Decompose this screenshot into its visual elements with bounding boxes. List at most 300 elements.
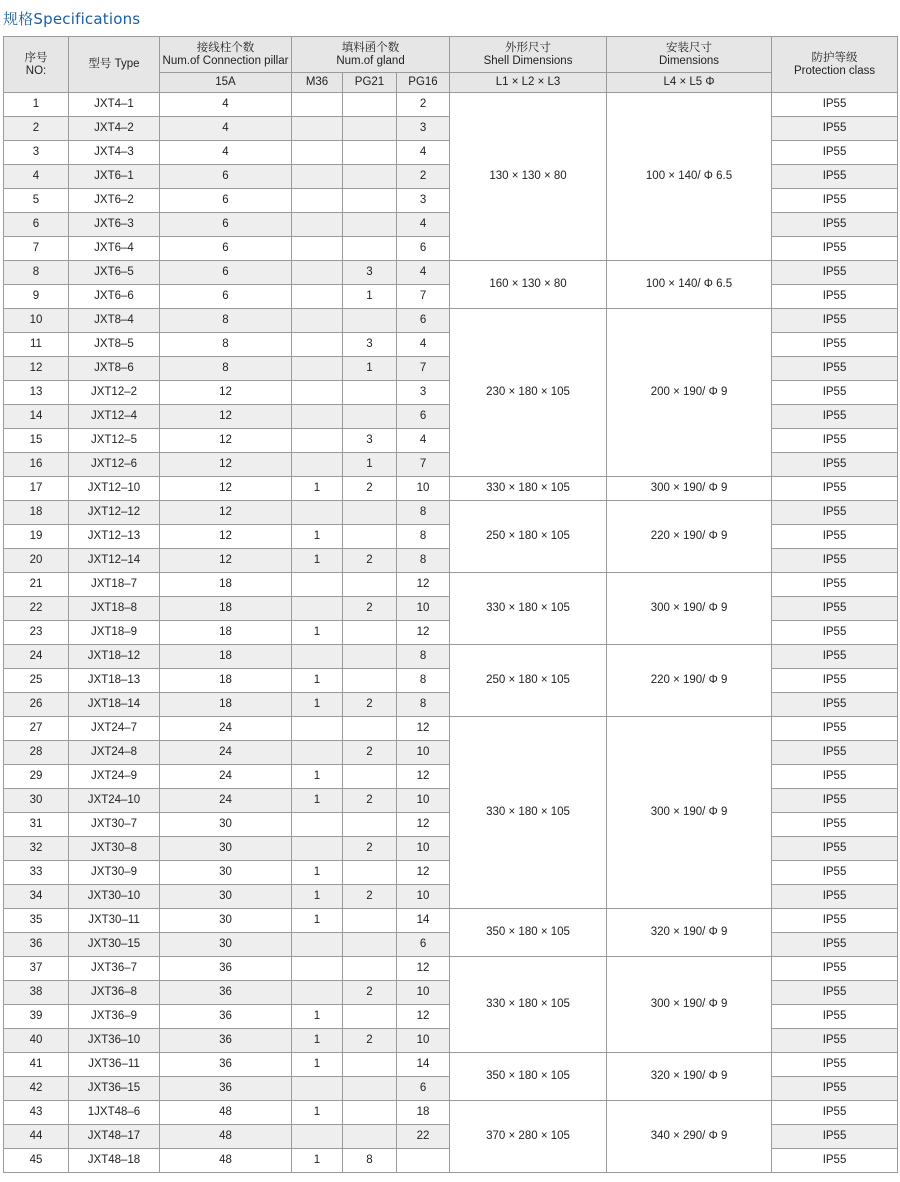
shell-dimensions: 250 × 180 × 105 — [450, 645, 607, 717]
gland-pg16: 6 — [397, 933, 450, 957]
model-type: JXT12–10 — [69, 477, 160, 501]
table-row — [4, 909, 898, 933]
gland-pg21: 2 — [343, 549, 397, 573]
row-number: 35 — [4, 909, 69, 933]
header-gland-en: Num.of gland — [336, 54, 405, 67]
shell-dimensions: 230 × 180 × 105 — [450, 309, 607, 477]
subheader-15a: 15A — [160, 73, 292, 93]
row-number: 29 — [4, 765, 69, 789]
gland-pg16: 18 — [397, 1101, 450, 1125]
gland-m36: 1 — [292, 909, 343, 933]
protection-class: IP55 — [772, 189, 898, 213]
table-row — [4, 645, 898, 669]
header-pillar-cn: 接线柱个数 — [196, 41, 255, 54]
gland-pg21 — [343, 861, 397, 885]
row-number: 24 — [4, 645, 69, 669]
row-number: 1 — [4, 93, 69, 117]
row-number: 16 — [4, 453, 69, 477]
row-number: 14 — [4, 405, 69, 429]
row-number: 10 — [4, 309, 69, 333]
model-type: JXT12–13 — [69, 525, 160, 549]
gland-m36 — [292, 1125, 343, 1149]
gland-pg16: 12 — [397, 1005, 450, 1029]
row-number: 41 — [4, 1053, 69, 1077]
row-number: 39 — [4, 1005, 69, 1029]
header-protection-en: Protection class — [793, 64, 876, 77]
row-number: 20 — [4, 549, 69, 573]
row-number: 34 — [4, 885, 69, 909]
subheader-m36: M36 — [292, 73, 343, 93]
gland-m36 — [292, 405, 343, 429]
row-number: 17 — [4, 477, 69, 501]
protection-class: IP55 — [772, 141, 898, 165]
gland-m36: 1 — [292, 1005, 343, 1029]
gland-pg16: 7 — [397, 285, 450, 309]
pillar-count: 18 — [160, 645, 292, 669]
model-type: JXT18–12 — [69, 645, 160, 669]
install-dimensions: 100 × 140/ Φ 6.5 — [607, 261, 772, 309]
pillar-count: 24 — [160, 717, 292, 741]
protection-class: IP55 — [772, 837, 898, 861]
pillar-count: 18 — [160, 669, 292, 693]
gland-m36 — [292, 717, 343, 741]
gland-pg16: 14 — [397, 909, 450, 933]
protection-class: IP55 — [772, 1029, 898, 1053]
gland-m36 — [292, 285, 343, 309]
header-pillar — [160, 37, 292, 73]
gland-m36: 1 — [292, 765, 343, 789]
gland-pg16: 10 — [397, 885, 450, 909]
model-type: JXT36–8 — [69, 981, 160, 1005]
shell-dimensions: 350 × 180 × 105 — [450, 909, 607, 957]
model-type: JXT24–10 — [69, 789, 160, 813]
model-type: JXT8–4 — [69, 309, 160, 333]
protection-class: IP55 — [772, 165, 898, 189]
pillar-count: 6 — [160, 261, 292, 285]
pillar-count: 12 — [160, 429, 292, 453]
row-number: 4 — [4, 165, 69, 189]
table-body — [4, 93, 898, 1173]
page-title: 规格Specifications — [3, 10, 141, 28]
model-type: JXT24–8 — [69, 741, 160, 765]
protection-class: IP55 — [772, 573, 898, 597]
install-dimensions: 200 × 190/ Φ 9 — [607, 309, 772, 477]
row-number: 11 — [4, 333, 69, 357]
protection-class: IP55 — [772, 693, 898, 717]
gland-m36: 1 — [292, 861, 343, 885]
row-number: 26 — [4, 693, 69, 717]
gland-m36: 1 — [292, 669, 343, 693]
protection-class: IP55 — [772, 861, 898, 885]
gland-pg21: 2 — [343, 981, 397, 1005]
table-row — [4, 501, 898, 525]
pillar-count: 4 — [160, 141, 292, 165]
gland-pg21: 1 — [343, 357, 397, 381]
gland-pg16: 10 — [397, 1029, 450, 1053]
gland-pg21 — [343, 213, 397, 237]
header-shell-en: Shell Dimensions — [483, 54, 573, 67]
model-type: 1JXT48–6 — [69, 1101, 160, 1125]
gland-pg16: 10 — [397, 597, 450, 621]
pillar-count: 36 — [160, 981, 292, 1005]
gland-pg21 — [343, 717, 397, 741]
gland-m36 — [292, 501, 343, 525]
row-number: 22 — [4, 597, 69, 621]
specifications-table — [3, 36, 898, 1173]
row-number: 3 — [4, 141, 69, 165]
install-dimensions: 220 × 190/ Φ 9 — [607, 645, 772, 717]
pillar-count: 12 — [160, 549, 292, 573]
protection-class: IP55 — [772, 981, 898, 1005]
gland-m36 — [292, 213, 343, 237]
header-protection-cn: 防护等级 — [811, 51, 858, 64]
gland-m36 — [292, 189, 343, 213]
header-shell — [450, 37, 607, 73]
gland-pg21 — [343, 117, 397, 141]
protection-class: IP55 — [772, 213, 898, 237]
pillar-count: 30 — [160, 837, 292, 861]
gland-pg16: 12 — [397, 861, 450, 885]
model-type: JXT18–13 — [69, 669, 160, 693]
model-type: JXT30–10 — [69, 885, 160, 909]
pillar-count: 30 — [160, 861, 292, 885]
table-row — [4, 957, 898, 981]
header-pillar-en: Num.of Connection pillar — [162, 54, 289, 67]
pillar-count: 36 — [160, 957, 292, 981]
shell-dimensions: 160 × 130 × 80 — [450, 261, 607, 309]
row-number: 5 — [4, 189, 69, 213]
table-row — [4, 477, 898, 501]
gland-pg21: 2 — [343, 741, 397, 765]
row-number: 36 — [4, 933, 69, 957]
pillar-count: 12 — [160, 405, 292, 429]
gland-m36: 1 — [292, 1029, 343, 1053]
gland-m36 — [292, 141, 343, 165]
protection-class: IP55 — [772, 885, 898, 909]
gland-pg21 — [343, 933, 397, 957]
protection-class: IP55 — [772, 597, 898, 621]
header-install — [607, 37, 772, 73]
pillar-count: 6 — [160, 237, 292, 261]
gland-pg21 — [343, 1101, 397, 1125]
model-type: JXT30–15 — [69, 933, 160, 957]
gland-pg16: 12 — [397, 621, 450, 645]
gland-m36: 1 — [292, 477, 343, 501]
pillar-count: 18 — [160, 693, 292, 717]
gland-pg16: 10 — [397, 837, 450, 861]
gland-pg21: 3 — [343, 429, 397, 453]
gland-m36: 1 — [292, 549, 343, 573]
gland-m36 — [292, 573, 343, 597]
gland-pg16: 12 — [397, 717, 450, 741]
protection-class: IP55 — [772, 813, 898, 837]
gland-m36 — [292, 333, 343, 357]
gland-pg21 — [343, 405, 397, 429]
pillar-count: 18 — [160, 621, 292, 645]
gland-pg21 — [343, 141, 397, 165]
header-gland-cn: 填料函个数 — [341, 41, 400, 54]
gland-pg21 — [343, 1077, 397, 1101]
gland-pg21 — [343, 1125, 397, 1149]
gland-pg21 — [343, 309, 397, 333]
gland-pg16: 6 — [397, 405, 450, 429]
gland-pg21: 2 — [343, 837, 397, 861]
table-row — [4, 717, 898, 741]
gland-pg16: 10 — [397, 741, 450, 765]
protection-class: IP55 — [772, 933, 898, 957]
protection-class: IP55 — [772, 645, 898, 669]
row-number: 18 — [4, 501, 69, 525]
gland-pg16: 22 — [397, 1125, 450, 1149]
protection-class: IP55 — [772, 93, 898, 117]
gland-pg21: 2 — [343, 693, 397, 717]
shell-dimensions: 330 × 180 × 105 — [450, 573, 607, 645]
table-row — [4, 573, 898, 597]
pillar-count: 24 — [160, 741, 292, 765]
protection-class: IP55 — [772, 261, 898, 285]
row-number: 13 — [4, 381, 69, 405]
model-type: JXT12–14 — [69, 549, 160, 573]
gland-m36 — [292, 93, 343, 117]
protection-class: IP55 — [772, 429, 898, 453]
gland-pg16: 4 — [397, 141, 450, 165]
gland-pg21 — [343, 621, 397, 645]
gland-m36 — [292, 597, 343, 621]
pillar-count: 6 — [160, 189, 292, 213]
protection-class: IP55 — [772, 1053, 898, 1077]
gland-m36 — [292, 237, 343, 261]
gland-pg21 — [343, 189, 397, 213]
shell-dimensions: 330 × 180 × 105 — [450, 477, 607, 501]
model-type: JXT12–12 — [69, 501, 160, 525]
protection-class: IP55 — [772, 501, 898, 525]
pillar-count: 8 — [160, 357, 292, 381]
table-row — [4, 261, 898, 285]
pillar-count: 36 — [160, 1053, 292, 1077]
gland-pg16: 12 — [397, 813, 450, 837]
gland-pg21: 1 — [343, 285, 397, 309]
model-type: JXT6–3 — [69, 213, 160, 237]
gland-m36: 1 — [292, 789, 343, 813]
gland-pg21 — [343, 237, 397, 261]
pillar-count: 12 — [160, 453, 292, 477]
protection-class: IP55 — [772, 909, 898, 933]
gland-pg21: 1 — [343, 453, 397, 477]
gland-pg16: 7 — [397, 357, 450, 381]
model-type: JXT12–4 — [69, 405, 160, 429]
gland-pg16: 8 — [397, 645, 450, 669]
pillar-count: 8 — [160, 309, 292, 333]
table-row — [4, 1101, 898, 1125]
install-dimensions: 320 × 190/ Φ 9 — [607, 1053, 772, 1101]
protection-class: IP55 — [772, 405, 898, 429]
protection-class: IP55 — [772, 957, 898, 981]
header-install-cn: 安装尺寸 — [666, 41, 713, 54]
gland-pg16: 4 — [397, 333, 450, 357]
gland-m36: 1 — [292, 693, 343, 717]
row-number: 12 — [4, 357, 69, 381]
model-type: JXT6–1 — [69, 165, 160, 189]
header-no-cn: 序号 — [24, 51, 48, 64]
row-number: 45 — [4, 1149, 69, 1173]
shell-dimensions: 130 × 130 × 80 — [450, 93, 607, 261]
gland-pg21 — [343, 957, 397, 981]
model-type: JXT18–14 — [69, 693, 160, 717]
gland-pg21 — [343, 645, 397, 669]
gland-m36: 1 — [292, 1053, 343, 1077]
row-number: 25 — [4, 669, 69, 693]
model-type: JXT24–9 — [69, 765, 160, 789]
pillar-count: 30 — [160, 813, 292, 837]
model-type: JXT36–11 — [69, 1053, 160, 1077]
row-number: 37 — [4, 957, 69, 981]
pillar-count: 48 — [160, 1101, 292, 1125]
model-type: JXT36–9 — [69, 1005, 160, 1029]
model-type: JXT18–9 — [69, 621, 160, 645]
pillar-count: 18 — [160, 573, 292, 597]
gland-pg16: 8 — [397, 525, 450, 549]
install-dimensions: 100 × 140/ Φ 6.5 — [607, 93, 772, 261]
gland-pg16 — [397, 1149, 450, 1173]
gland-pg16: 8 — [397, 669, 450, 693]
model-type: JXT6–5 — [69, 261, 160, 285]
gland-pg21: 2 — [343, 1029, 397, 1053]
header-type — [69, 37, 160, 93]
table-row — [4, 309, 898, 333]
gland-pg21 — [343, 1005, 397, 1029]
gland-pg16: 2 — [397, 93, 450, 117]
pillar-count: 4 — [160, 93, 292, 117]
row-number: 28 — [4, 741, 69, 765]
protection-class: IP55 — [772, 309, 898, 333]
subheader-shell: L1 × L2 × L3 — [450, 73, 607, 93]
gland-pg21 — [343, 765, 397, 789]
gland-pg21 — [343, 909, 397, 933]
table-row — [4, 1053, 898, 1077]
row-number: 32 — [4, 837, 69, 861]
gland-pg16: 4 — [397, 261, 450, 285]
model-type: JXT4–1 — [69, 93, 160, 117]
model-type: JXT30–11 — [69, 909, 160, 933]
row-number: 23 — [4, 621, 69, 645]
gland-m36 — [292, 813, 343, 837]
install-dimensions: 220 × 190/ Φ 9 — [607, 501, 772, 573]
pillar-count: 6 — [160, 165, 292, 189]
protection-class: IP55 — [772, 357, 898, 381]
model-type: JXT12–2 — [69, 381, 160, 405]
gland-pg21 — [343, 1053, 397, 1077]
subheader-pg16: PG16 — [397, 73, 450, 93]
row-number: 44 — [4, 1125, 69, 1149]
pillar-count: 4 — [160, 117, 292, 141]
row-number: 31 — [4, 813, 69, 837]
gland-pg21 — [343, 813, 397, 837]
shell-dimensions: 250 × 180 × 105 — [450, 501, 607, 573]
gland-m36 — [292, 957, 343, 981]
header-gland — [292, 37, 450, 73]
model-type: JXT4–3 — [69, 141, 160, 165]
row-number: 38 — [4, 981, 69, 1005]
protection-class: IP55 — [772, 1005, 898, 1029]
model-type: JXT8–5 — [69, 333, 160, 357]
row-number: 19 — [4, 525, 69, 549]
pillar-count: 6 — [160, 213, 292, 237]
pillar-count: 6 — [160, 285, 292, 309]
gland-pg21 — [343, 669, 397, 693]
gland-pg16: 12 — [397, 765, 450, 789]
install-dimensions: 320 × 190/ Φ 9 — [607, 909, 772, 957]
gland-pg16: 6 — [397, 309, 450, 333]
model-type: JXT12–6 — [69, 453, 160, 477]
protection-class: IP55 — [772, 669, 898, 693]
gland-pg16: 12 — [397, 573, 450, 597]
model-type: JXT30–8 — [69, 837, 160, 861]
pillar-count: 36 — [160, 1077, 292, 1101]
model-type: JXT48–17 — [69, 1125, 160, 1149]
row-number: 8 — [4, 261, 69, 285]
pillar-count: 36 — [160, 1029, 292, 1053]
protection-class: IP55 — [772, 1101, 898, 1125]
shell-dimensions: 350 × 180 × 105 — [450, 1053, 607, 1101]
pillar-count: 30 — [160, 909, 292, 933]
protection-class: IP55 — [772, 477, 898, 501]
header-no — [4, 37, 69, 93]
protection-class: IP55 — [772, 1125, 898, 1149]
gland-pg16: 12 — [397, 957, 450, 981]
gland-pg21: 2 — [343, 789, 397, 813]
pillar-count: 18 — [160, 597, 292, 621]
pillar-count: 24 — [160, 765, 292, 789]
gland-m36 — [292, 309, 343, 333]
gland-pg16: 10 — [397, 789, 450, 813]
row-number: 21 — [4, 573, 69, 597]
model-type: JXT30–9 — [69, 861, 160, 885]
protection-class: IP55 — [772, 549, 898, 573]
gland-pg21 — [343, 525, 397, 549]
gland-pg16: 6 — [397, 237, 450, 261]
gland-pg21 — [343, 93, 397, 117]
protection-class: IP55 — [772, 789, 898, 813]
gland-m36: 1 — [292, 885, 343, 909]
pillar-count: 24 — [160, 789, 292, 813]
gland-m36 — [292, 837, 343, 861]
shell-dimensions: 330 × 180 × 105 — [450, 717, 607, 909]
gland-pg21: 3 — [343, 333, 397, 357]
model-type: JXT24–7 — [69, 717, 160, 741]
protection-class: IP55 — [772, 621, 898, 645]
row-number: 30 — [4, 789, 69, 813]
gland-pg16: 10 — [397, 477, 450, 501]
gland-pg21: 2 — [343, 885, 397, 909]
pillar-count: 12 — [160, 381, 292, 405]
row-number: 15 — [4, 429, 69, 453]
model-type: JXT48–18 — [69, 1149, 160, 1173]
gland-m36 — [292, 261, 343, 285]
pillar-count: 12 — [160, 477, 292, 501]
install-dimensions: 300 × 190/ Φ 9 — [607, 957, 772, 1053]
model-type: JXT6–2 — [69, 189, 160, 213]
model-type: JXT30–7 — [69, 813, 160, 837]
gland-pg21 — [343, 381, 397, 405]
gland-m36 — [292, 453, 343, 477]
gland-pg21 — [343, 573, 397, 597]
subheader-install: L4 × L5 Φ — [607, 73, 772, 93]
gland-pg16: 14 — [397, 1053, 450, 1077]
shell-dimensions: 330 × 180 × 105 — [450, 957, 607, 1053]
pillar-count: 12 — [160, 525, 292, 549]
gland-pg16: 8 — [397, 501, 450, 525]
gland-pg16: 2 — [397, 165, 450, 189]
